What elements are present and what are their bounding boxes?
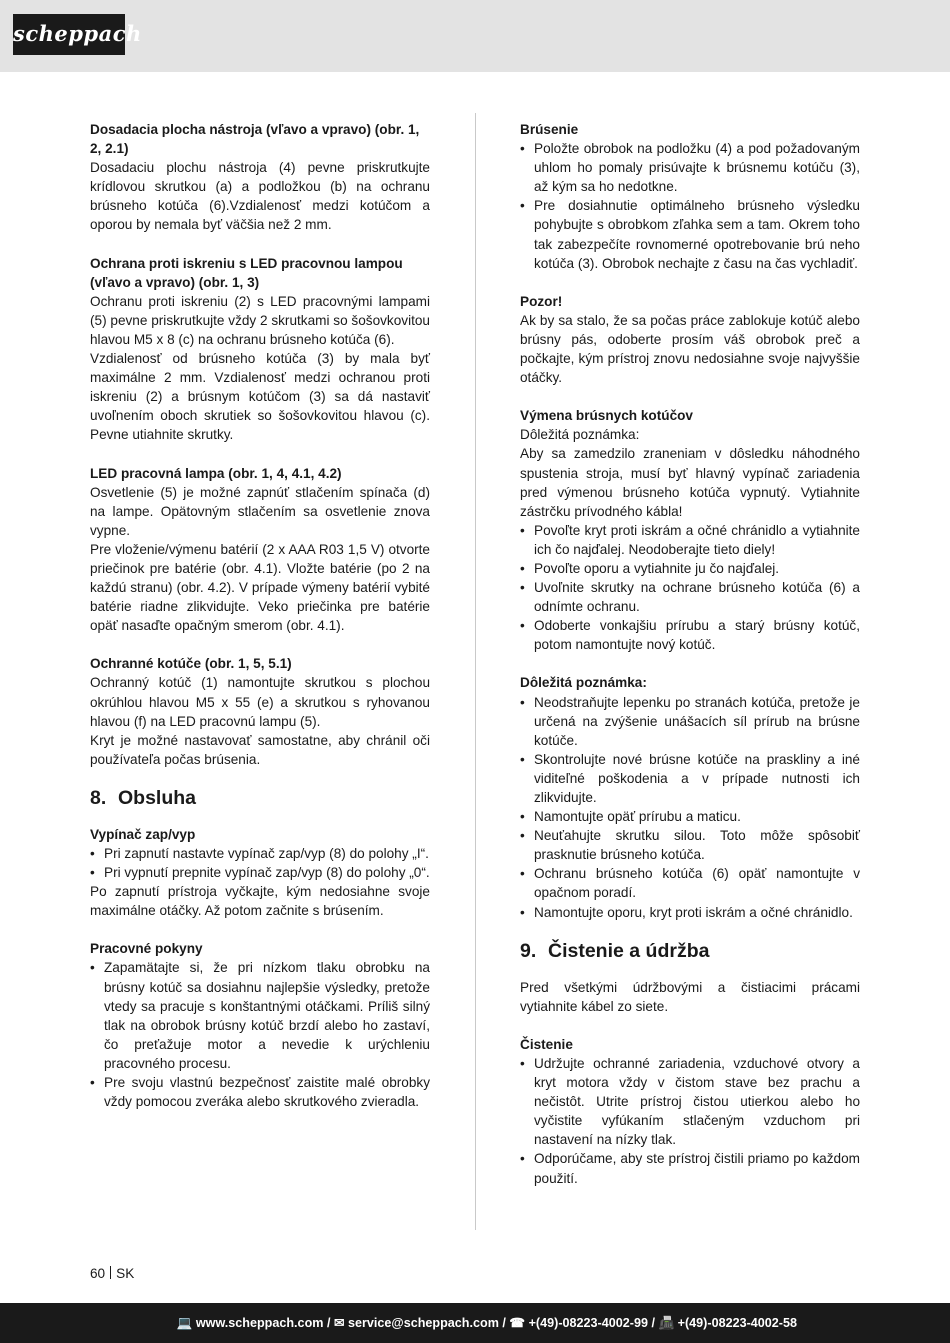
paragraph: Aby sa zamedzilo zraneniam v dôsledku náhodného spustenia stroja, musí byť hlavný vypínač zariadenia pred výmenou brúsneho kotúča vypnutý. Vytiahnite zástrčku prívodného kábla! <box>520 446 860 519</box>
paragraph: Dosadaciu plochu nástroja (4) pevne priskrutkujte krídlovou skrutkou (a) a podložkou (b) na ochranu brúsneho kotúča (6).Vzdialenosť medzi kotúčom a oporou by nemala byť väčšia než 2 mm. <box>90 160 430 233</box>
paragraph: Pred všetkými údržbovými a čistiacimi prácami vytiahnite kábel zo siete. <box>520 979 860 1014</box>
page-number-separator <box>110 1266 111 1279</box>
bullet-list <box>520 693 860 922</box>
list-item: • Odoberte vonkajšiu prírubu a starý brúsny kotúč, potom namontujte nový kotúč. <box>520 616 860 654</box>
list-item: • Namontujte oporu, kryt proti iskrám a očné chránidlo. <box>520 903 860 922</box>
list-item: • Povoľte kryt proti iskrám a očné chránidlo a vytiahnite ich čo najďalej. Neodoberajte tieto diely! <box>520 521 860 559</box>
brand-logo: scheppach <box>13 14 125 55</box>
list-item: • Neodstraňujte lepenku po stranách kotúča, pretože je určená na zvýšenie unášacích síl prírub na brúsne kotúče. <box>520 693 860 750</box>
header-bar <box>0 0 950 72</box>
list-item: • Pri vypnutí prepnite vypínač zap/vyp (8) do polohy „0“. <box>90 863 430 882</box>
page-number-value: 60 <box>90 1266 106 1281</box>
list-item: • Odporúčame, aby ste prístroj čistili priamo po každom použití. <box>520 1149 860 1187</box>
section-heading: Vypínač zap/vyp <box>90 826 196 842</box>
chapter-number: 9. <box>520 939 537 962</box>
list-item: • Namontujte opäť prírubu a maticu. <box>520 807 860 826</box>
list-item: • Zapamätajte si, že pri nízkom tlaku obrobku na brúsny kotúč sa dosiahnu najlepšie výsledky, pretože vtedy sa pracuje s konštantnými otáčkami. Príliš silný tlak na obrobok brúsny kotúč brzdí alebo ho zastaví, čo preťažuje motor a nevedie k urýchleniu pracovného procesu. <box>90 958 430 1073</box>
paragraph: Osvetlenie (5) je možné zapnúť stlačením spínača (d) na lampe. Opätovným stlačením sa osvetlenie znova vypne. <box>90 484 430 538</box>
list-item: • Položte obrobok na podložku (4) a pod požadovaným uhlom ho pomaly prisúvajte k brúsnemu kotúču (3), až kým sa ho nedotkne. <box>520 139 860 196</box>
paragraph: Pre vloženie/výmenu batérií (2 x AAA R03 1,5 V) otvorte priečinok pre batérie (obr. 4.1). Vložte batérie (po 2 na každú stranu) (obr. 4.2). V prípade výmeny batérií vybité batérie riadne zlikvidujte. Veko priečinka pre batérie opäť nasaďte opačným smerom (obr. 4.1). <box>90 541 430 634</box>
chapter-title <box>520 938 860 964</box>
note-label: Dôležitá poznámka: <box>520 427 640 443</box>
paragraph: Po zapnutí prístroja vyčkajte, kým nedosiahne svoje maximálne otáčky. Až potom začnite s brúsením. <box>90 884 430 919</box>
list-item: • Neuťahujte skrutku silou. Toto môže spôsobiť prasknutie brúsneho kotúča. <box>520 826 860 864</box>
section-heading: Brúsenie <box>520 122 579 137</box>
paragraph: Kryt je možné nastavovať samostatne, aby chránil oči používateľa počas brúsenia. <box>90 732 430 767</box>
chapter-name: Obsluha <box>118 786 197 809</box>
list-item: • Skontrolujte nové brúsne kotúče na praskliny a iné viditeľné poškodenia a v prípade nutnosti ich zlikvidujte. <box>520 750 860 807</box>
bullet-list <box>520 1054 860 1188</box>
paragraph: Vzdialenosť od brúsneho kotúča (3) by mala byť maximálne 2 mm. Vzdialenosť medzi ochranou proti iskreniu (2) a brúsnym kotúčom (3) sa dá nastaviť uvoľnením oboch skrutiek so šošovkovitou hlavou (c). Pevne utiahnite skrutky. <box>90 351 430 443</box>
section-heading: Výmena brúsnych kotúčov <box>520 408 693 424</box>
bullet-list <box>90 844 430 882</box>
section-heading: Dôležitá poznámka: <box>520 675 647 691</box>
list-item: • Povoľte oporu a vytiahnite ju čo najďalej. <box>520 559 860 578</box>
section-heading: Pozor! <box>520 293 563 309</box>
chapter-title <box>90 785 430 811</box>
paragraph: Ochranu proti iskreniu (2) s LED pracovnými lampami (5) pevne priskrutkujte vždy 2 skrutkami so šošovkovitou hlavou M5 x 8 (c) na ochranu brúsneho kotúča (6). <box>90 293 430 347</box>
paragraph: Ak by sa stalo, že sa počas práce zablokuje kotúč alebo brúsny pás, odoberte prosím váš obrobok preč a počkajte, kým prístroj znovu nedosiahne svoje najvyššie otáčky. <box>520 312 860 386</box>
list-item: • Pri zapnutí nastavte vypínač zap/vyp (8) do polohy „I“. <box>90 844 430 863</box>
section-heading: Pracovné pokyny <box>90 941 203 957</box>
contact-line: 💻 www.scheppach.com / ✉ service@scheppach.com / ☎ +(49)-08223-4002-99 / 📠 +(49)-08223-4002-58 <box>176 1316 797 1330</box>
right-column <box>520 120 860 1188</box>
section-heading: Ochrana proti iskreniu s LED pracovnou lampou (vľavo a vpravo) (obr. 1, 3) <box>90 255 403 290</box>
language-code: SK <box>116 1266 135 1281</box>
bullet-list <box>520 139 860 273</box>
chapter-name: Čistenie a údržba <box>548 939 710 962</box>
list-item: • Pre dosiahnutie optimálneho brúsneho výsledku pohybujte s obrobkom zľahka sem a tam. Okrem toho tak zabezpečíte rovnomerné opotrebovanie brú neho kotúča (3). Obrobok nechajte z času na čas vychladiť. <box>520 196 860 272</box>
section-heading: Čistenie <box>520 1036 573 1052</box>
list-item: • Pre svoju vlastnú bezpečnosť zaistite malé obrobky vždy pomocou zveráka alebo skrutkového zvieradla. <box>90 1073 430 1111</box>
section-heading: LED pracovná lampa (obr. 1, 4, 4.1, 4.2) <box>90 465 342 481</box>
list-item: • Udržujte ochranné zariadenia, vzduchové otvory a kryt motora vždy v čistom stave bez prachu a nečistôt. Utrite prístroj čistou utierkou alebo ho vyčistite vyfúkaním stlačeným vzduchom pri nastavení na nízky tlak. <box>520 1054 860 1149</box>
section-heading: Ochranné kotúče (obr. 1, 5, 5.1) <box>90 656 292 672</box>
page-number <box>90 1266 134 1281</box>
list-item: • Ochranu brúsneho kotúča (6) opäť namontujte v opačnom poradí. <box>520 864 860 902</box>
list-item: • Uvoľnite skrutky na ochrane brúsneho kotúča (6) a odnímte ochranu. <box>520 578 860 616</box>
paragraph: Ochranný kotúč (1) namontujte skrutkou s plochou okrúhlou hlavou M5 x 55 (e) a skrutkou s ryhovanou hlavou (f) na LED pracovnú lampu (5). <box>90 675 430 729</box>
chapter-number: 8. <box>90 786 107 809</box>
footer-bar <box>0 1303 950 1343</box>
column-divider <box>475 113 476 1230</box>
section-heading: Dosadacia plocha nástroja (vľavo a vpravo) (obr. 1, 2, 2.1) <box>90 122 420 157</box>
bullet-list <box>520 521 860 655</box>
left-column <box>90 120 430 1111</box>
bullet-list <box>90 958 430 1111</box>
